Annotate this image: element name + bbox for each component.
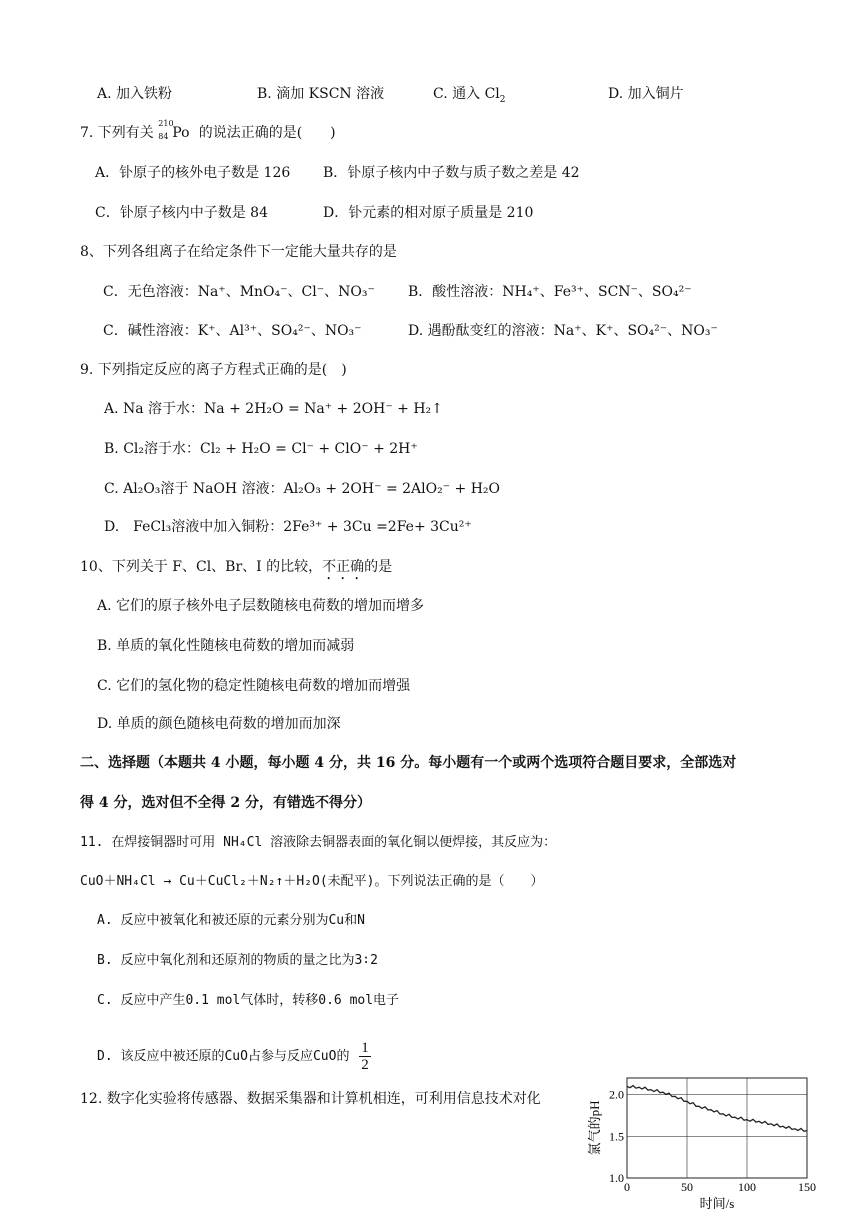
chart-axes [627,1078,807,1178]
q7-nuclide-z: 84 [158,132,169,141]
chart-x-axis-label: 时间/s [699,1196,735,1210]
q6-option-b: B. 滴加 KSCN 溶液 [257,86,385,102]
q10-option-c: C. 它们的氢化物的稳定性随核电荷数的增加而增强 [97,678,411,694]
q9-option-b: B. Cl₂溶于水：Cl₂ + H₂O = Cl⁻ + ClO⁻ + 2H⁺ [104,441,418,457]
q8-option-b: B．酸性溶液：NH₄⁺、Fe³⁺、SCN⁻、SO₄²⁻ [408,284,692,300]
q11-option-b: B. 反应中氧化剂和还原剂的物质的量之比为3∶2 [97,953,378,968]
q9-option-d: D. FeCl₃溶液中加入铜粉：2Fe³⁺ + 3Cu =2Fe+ 3Cu²⁺ [104,519,472,535]
q10-stem-emphasis: 不正确 [322,559,365,575]
q12-stem: 12. 数字化实验将传感器、数据采集器和计算机相连，可利用信息技术对化 [80,1091,541,1107]
chart-x-tick-label: 0 [624,1180,630,1194]
q11-option-d-text: D. 该反应中被还原的CuO占参与反应CuO的 [97,1049,350,1064]
chart-y-tick-label: 1.5 [609,1129,624,1144]
section2-heading-line2: 得 4 分，选对但不全得 2 分，有错选不得分） [80,795,371,811]
q6-option-c-sub: 2 [499,94,506,105]
q10-stem [80,556,392,583]
ph-chart [585,1070,825,1210]
q9-stem: 9. 下列指定反应的离子方程式正确的是( ) [80,362,347,378]
q10-stem-post: 的是 [364,559,393,575]
q9-option-a: A. Na 溶于水：Na + 2H₂O = Na⁺ + 2OH⁻ + H₂↑ [104,401,443,417]
q7-option-d: D．钋元素的相对原子质量是 210 [323,205,534,221]
q10-option-b: B. 单质的氧化性随核电荷数的增加而减弱 [97,638,355,654]
q6-option-c [433,83,506,105]
q7-stem-pre: 7. 下列有关 [80,125,159,141]
q11-option-c: C. 反应中产生0.1 mol气体时，转移0.6 mol电子 [97,993,400,1008]
chart-y-axis-label: 氯气的pH [587,1100,602,1156]
chart-x-tick-label: 150 [798,1180,816,1194]
q7-nuclide [158,119,194,141]
q9-option-c: C. Al₂O₃溶于 NaOH 溶液：Al₂O₃ + 2OH⁻ = 2AlO₂⁻ + H₂O [104,481,501,497]
q11-stem-line2: CuO＋NH₄Cl → Cu＋CuCl₂＋N₂↑＋H₂O(未配平)。下列说法正确的是（ ） [80,874,544,889]
chart-series-line [627,1086,807,1132]
q6-option-c-text: C. 通入 Cl [433,86,500,102]
q8-option-c: C．碱性溶液：K⁺、Al³⁺、SO₄²⁻、NO₃⁻ [103,323,362,339]
q11-fraction-denominator: 2 [361,1057,369,1073]
q10-stem-pre: 10、下列关于 F、Cl、Br、I 的比较， [80,559,323,575]
q7-nuclide-mass: 210 [158,119,174,128]
chart-grid [627,1078,807,1178]
q10-option-d: D. 单质的颜色随核电荷数的增加而加深 [97,716,341,732]
q10-option-a: A. 它们的原子核外电子层数随核电荷数的增加而增多 [97,598,425,614]
chart-x-tick-label: 50 [681,1180,693,1194]
q7-option-b: B．钋原子核内中子数与质子数之差是 42 [323,165,580,181]
chart-x-tick-label: 100 [738,1180,756,1194]
q8-option-d: D. 遇酚酞变红的溶液：Na⁺、K⁺、SO₄²⁻、NO₃⁻ [408,323,718,339]
chart-frame [627,1078,807,1178]
q7-nuclide-symbol: Po [172,125,190,141]
section2-heading-line1: 二、选择题（本题共 4 小题，每小题 4 分，共 16 分。每小题有一个或两个选项符合题目要求，全部选对 [80,755,737,771]
q6-option-a: A. 加入铁粉 [97,86,173,102]
q11-option-d [97,1040,371,1073]
q11-fraction [359,1040,371,1073]
q7-option-c: C．钋原子核内中子数是 84 [95,205,268,221]
q7-stem [80,119,336,142]
chart-y-tick-label: 1.0 [609,1171,624,1185]
q7-option-a: A．钋原子的核外电子数是 126 [95,165,291,181]
q8-option-a: C．无色溶液：Na⁺、MnO₄⁻、Cl⁻、NO₃⁻ [103,284,375,300]
q6-option-d: D. 加入铜片 [608,86,684,102]
q11-stem-line1: 11. 在焊接铜器时可用 NH₄Cl 溶液除去铜器表面的氧化铜以便焊接，其反应为： [80,835,557,850]
q8-stem: 8、下列各组离子在给定条件下一定能大量共存的是 [80,244,397,260]
chart-y-tick-label: 2.0 [609,1087,624,1102]
q11-fraction-numerator: 1 [361,1040,369,1056]
q11-option-a: A. 反应中被氧化和被还原的元素分别为Cu和N [97,913,365,928]
q7-stem-post: 的说法正确的是( ) [194,125,336,141]
